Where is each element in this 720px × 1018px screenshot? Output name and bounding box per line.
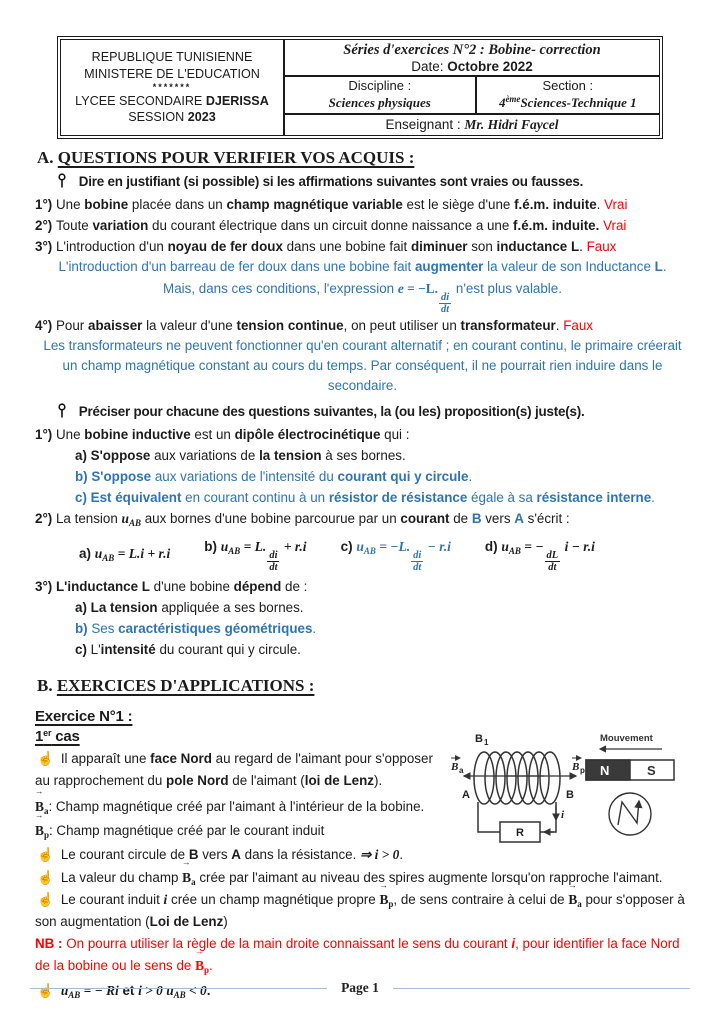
pushpin-icon	[57, 403, 67, 424]
bp-label: B	[572, 761, 580, 774]
magnet-north-label: N	[600, 763, 610, 779]
bullet-4	[35, 889, 690, 933]
ba-definition: $B \to_a$: Champ magnétique créé par l'aimant à l'intérieur de la bobine.	[35, 795, 690, 819]
footer-rule-right	[393, 988, 690, 989]
bullet-3-text: La valeur du champ $B \to_a$ crée par l'aimant au niveau des spires augmente lorsqu'on rapproche l'aimant.	[61, 870, 663, 885]
bullet-1-text: Il apparaît une face Nord au regard de l'aimant pour s'opposer au rapprochement du pole Nord de l'aimant (loi de Lenz).	[35, 751, 433, 789]
coil-label-sub: 1	[484, 738, 489, 748]
left-wire	[478, 802, 500, 832]
bullet-2-text: Le courant circule de B vers A dans la résistance. ⇒ i > 0.	[60, 847, 404, 863]
resistor-label: R	[516, 827, 524, 840]
current-label: i	[561, 809, 565, 822]
teacher-cell: Enseignant : Mr. Hidri Faycel	[385, 117, 559, 133]
section-a-heading	[37, 148, 690, 168]
ba-label: B	[451, 761, 459, 774]
pushpin-icon	[57, 173, 67, 194]
date-line: Date: Octobre 2022	[411, 59, 533, 74]
section-b-letter: B.	[37, 676, 53, 696]
question-3: 3°) L'introduction d'un noyau de fer doux dans une bobine fait diminuer son inductance L. Faux	[35, 239, 617, 255]
question-1: 1°) Une bobine placée dans un champ magnétique variable est le siège d'une f.é.m. induite. Vrai	[35, 197, 628, 213]
pointing-hand-icon: ☝	[37, 751, 54, 767]
prop-question-3: 3°) L'inductance L d'une bobine dépend de :	[35, 579, 308, 595]
coil-label: B	[475, 733, 483, 746]
instruction-text-1: Dire en justifiant (si possible) si les affirmations suivantes sont vraies ou fausses.	[78, 174, 584, 190]
header-info-block	[285, 40, 659, 135]
section-label: Section :	[542, 78, 594, 93]
section-value: 4èmeSciences-Technique 1	[498, 93, 637, 110]
ba-label-sub: a	[459, 766, 464, 776]
pointing-hand-icon: ☝	[37, 870, 54, 886]
section-cell	[477, 77, 659, 113]
bullet-3	[35, 866, 690, 889]
page-footer	[30, 980, 690, 1001]
stars-divider: *******	[152, 81, 192, 92]
page-number: Page 1	[341, 980, 379, 995]
ministry-line: MINISTERE DE L'EDUCATION	[84, 67, 260, 82]
bp-label-sub: p	[580, 766, 585, 776]
discipline-value: Sciences physiques	[328, 94, 431, 110]
question-4: 4°) Pour abaisser la valeur d'une tension continue, on peut utiliser un transformateur. Faux	[35, 318, 593, 334]
discipline-cell	[285, 77, 477, 113]
galvanometer-needle	[618, 801, 639, 825]
prop-1b: b) S'oppose aux variations de l'intensité du courant qui y circule.	[75, 469, 473, 485]
formula-b: b) $u_{AB} = L$. $\frac{di}{dt}$ + r.i	[204, 539, 307, 574]
bullet-4-text: Le courant induit i crée un champ magnétique propre $B \to_p$, de sens contraire à celui de $B \to_a$ pour s'opposer à son augmentation (Loi de Lenz)	[35, 892, 685, 929]
pointing-hand-icon: ☝	[37, 847, 54, 863]
school-line: LYCEE SECONDAIRE DJERISSA	[75, 93, 269, 108]
formula-row	[79, 534, 690, 573]
discipline-section-row	[285, 77, 659, 115]
justification-3b: Mais, dans ces conditions, l'expression e = −L. $\frac{di}{dt}$ n'est plus valable.	[163, 281, 562, 316]
prop-question-1: 1°) Une bobine inductive est un dipôle électrocinétique qui :	[35, 427, 410, 443]
section-b-heading	[37, 676, 690, 696]
section-b-title: EXERCICES D'APPLICATIONS :	[56, 676, 315, 696]
prop-question-2: 2°) La tension $u_{AB}$ aux bornes d'une bobine parcourue par un courant de B vers A s'écrit :	[35, 511, 570, 529]
question-2: 2°) Toute variation du courant électrique dans un circuit donne naissance a une f.é.m. induite. Vrai	[35, 218, 627, 234]
discipline-label: Discipline :	[348, 78, 412, 93]
header-table	[57, 36, 663, 139]
movement-label: Mouvement	[600, 733, 653, 745]
magnet-south-label: S	[647, 763, 656, 779]
formula-d: d) $u_{AB}$ = − $\frac{dL}{dt}$ i − r.i	[484, 539, 595, 574]
instruction-text-2: Préciser pour chacune des questions suivantes, la (ou les) proposition(s) juste(s).	[78, 404, 585, 420]
prop-3c: c) L'intensité du courant qui y circule.	[75, 642, 301, 658]
pointing-hand-icon: ☝	[37, 892, 54, 908]
footer-rule-left	[30, 988, 327, 989]
pointing-hand-icon: ☝	[37, 983, 54, 999]
prop-1a: a) S'oppose aux variations de la tension à ses bornes.	[75, 448, 406, 464]
instruction-line-2	[35, 401, 690, 424]
bullet-5-text: $u_{AB}$ = − Ri et i > 0 $u_{AB} < 0$.	[60, 983, 211, 1001]
document-body	[0, 148, 720, 1003]
terminal-b-label: B	[566, 789, 574, 802]
terminal-a-label: A	[462, 789, 470, 802]
right-wire	[540, 802, 556, 832]
section-a-letter: A.	[37, 148, 54, 168]
session-line: SESSION 2023	[128, 110, 216, 125]
section-a-title: QUESTIONS POUR VERIFIER VOS ACQUIS :	[57, 148, 415, 168]
header-school-block	[61, 40, 285, 135]
exercise-1-label: Exercice N°1 :	[35, 708, 133, 726]
justification-3a: L'introduction d'un barreau de fer doux dans une bobine fait augmenter la valeur de son Inductance L.	[58, 259, 667, 275]
coil-windings	[474, 752, 560, 804]
formula-c: c) $u_{AB} = -L$. $\frac{di}{dt}$ − r.i	[340, 539, 451, 574]
exercise-1-heading	[35, 708, 690, 725]
nb-note: NB : On pourra utiliser la règle de la main droite connaissant le sens du courant i, pour identifier la face Nord de la bobine ou le sens de $B \to_p$.	[35, 933, 690, 977]
circuit-figure	[448, 730, 690, 858]
case-1-label: 1er cas	[35, 728, 80, 746]
republic-line: REPUBLIQUE TUNISIENNE	[91, 50, 253, 65]
bp-definition: $B \to_p$: Champ magnétique créé par le courant induit	[35, 819, 690, 843]
instruction-line-1	[35, 171, 690, 194]
prop-3b: b) Ses caractéristiques géométriques.	[75, 621, 317, 637]
series-title-cell	[285, 40, 659, 77]
prop-1c: c) Est équivalent en courant continu à un résistor de résistance égale à sa résistance interne.	[75, 490, 655, 506]
justification-4: Les transformateurs ne peuvent fonctionner qu'en courant alternatif ; en courant continu, le primaire créerait un champ magnétique constant au cours du temps. Par conséquent, il ne pourrait rien induire dans le secondaire.	[43, 338, 682, 394]
formula-a: a) $u_{AB} = L.i + r.i$	[79, 545, 171, 563]
series-title: Séries d'exercices N°2 : Bobine- correction	[343, 42, 601, 58]
prop-3a: a) La tension appliquée a ses bornes.	[75, 600, 304, 616]
